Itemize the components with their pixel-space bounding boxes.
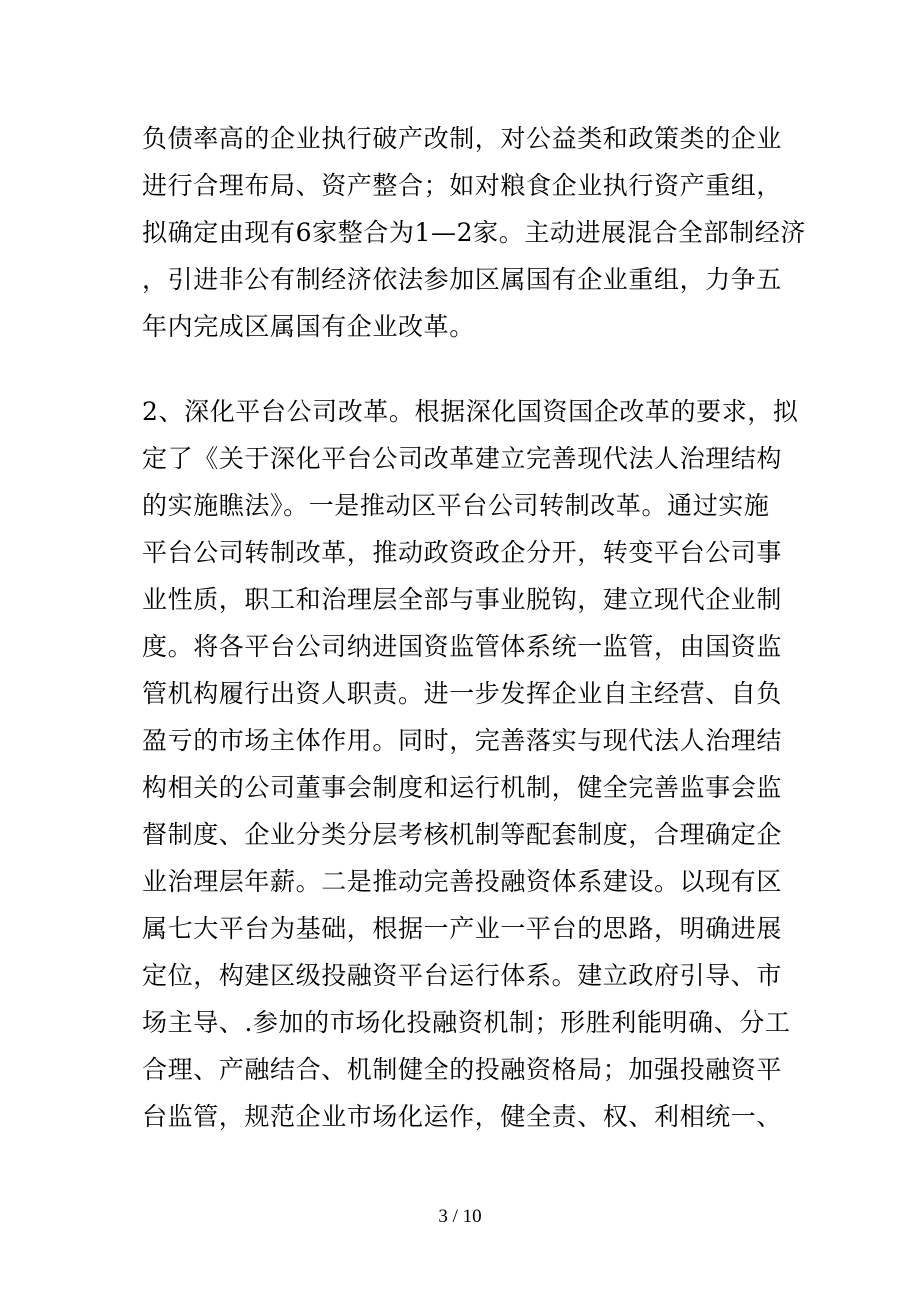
text-line: ，引进非公有制经济依法参加区属国有企业重组，力争五 xyxy=(142,265,783,294)
text-line: 度。将各平台公司纳进国资监管体系统一监管，由国资监 xyxy=(142,632,783,661)
text-line: 构相关的公司董事会制度和运行机制，健全完善监事会监 xyxy=(142,773,783,802)
paragraph-2 xyxy=(142,388,799,1140)
text-line: 的实施瞧法》。一是推动区平台公司转制改革。通过实施 xyxy=(142,491,770,520)
text-line: 台监管，规范企业市场化运作，健全责、权、利相统一、 xyxy=(142,1102,783,1131)
text-line: 业性质，职工和治理层全部与事业脱钩，建立现代企业制 xyxy=(142,585,783,614)
text-line: 2、深化平台公司改革。根据深化国资国企改革的要求，拟 xyxy=(142,397,799,426)
text-line: 负债率高的企业执行破产改制，对公益类和政策类的企业 xyxy=(142,124,783,153)
document-body xyxy=(142,115,806,1140)
text-line: 定位，构建区级投融资平台运行体系。建立政府引导、市 xyxy=(142,961,783,990)
text-line: 业治理层年薪。二是推动完善投融资体系建设。以现有区 xyxy=(142,867,783,896)
paragraph-gap xyxy=(142,350,782,388)
paragraph-1 xyxy=(142,115,806,350)
text-line: 年内完成区属国有企业改革。 xyxy=(142,312,475,341)
text-line: 平台公司转制改革，推动政资政企分开，转变平台公司事 xyxy=(142,538,783,567)
page-number: 3 / 10 xyxy=(438,1206,482,1227)
text-line: 定了《关于深化平台公司改革建立完善现代法人治理结构 xyxy=(142,444,783,473)
text-line: 进行合理布局、资产整合；如对粮食企业执行资产重组， xyxy=(142,171,783,200)
text-line: 盈亏的市场主体作用。同时，完善落实与现代法人治理结 xyxy=(142,726,783,755)
text-line: 督制度、企业分类分层考核机制等配套制度，合理确定企 xyxy=(142,820,783,849)
text-line: 合理、产融结合、机制健全的投融资格局；加强投融资平 xyxy=(142,1055,783,1084)
text-line: 属七大平台为基础，根据一产业一平台的思路，明确进展 xyxy=(142,914,783,943)
text-line: 场主导、.参加的市场化投融资机制；形胜利能明确、分工 xyxy=(142,1008,791,1037)
text-line: 拟确定由现有6家整合为1—2家。主动进展混合全部制经济 xyxy=(142,218,806,247)
text-line: 管机构履行出资人职责。进一步发挥企业自主经营、自负 xyxy=(142,679,783,708)
